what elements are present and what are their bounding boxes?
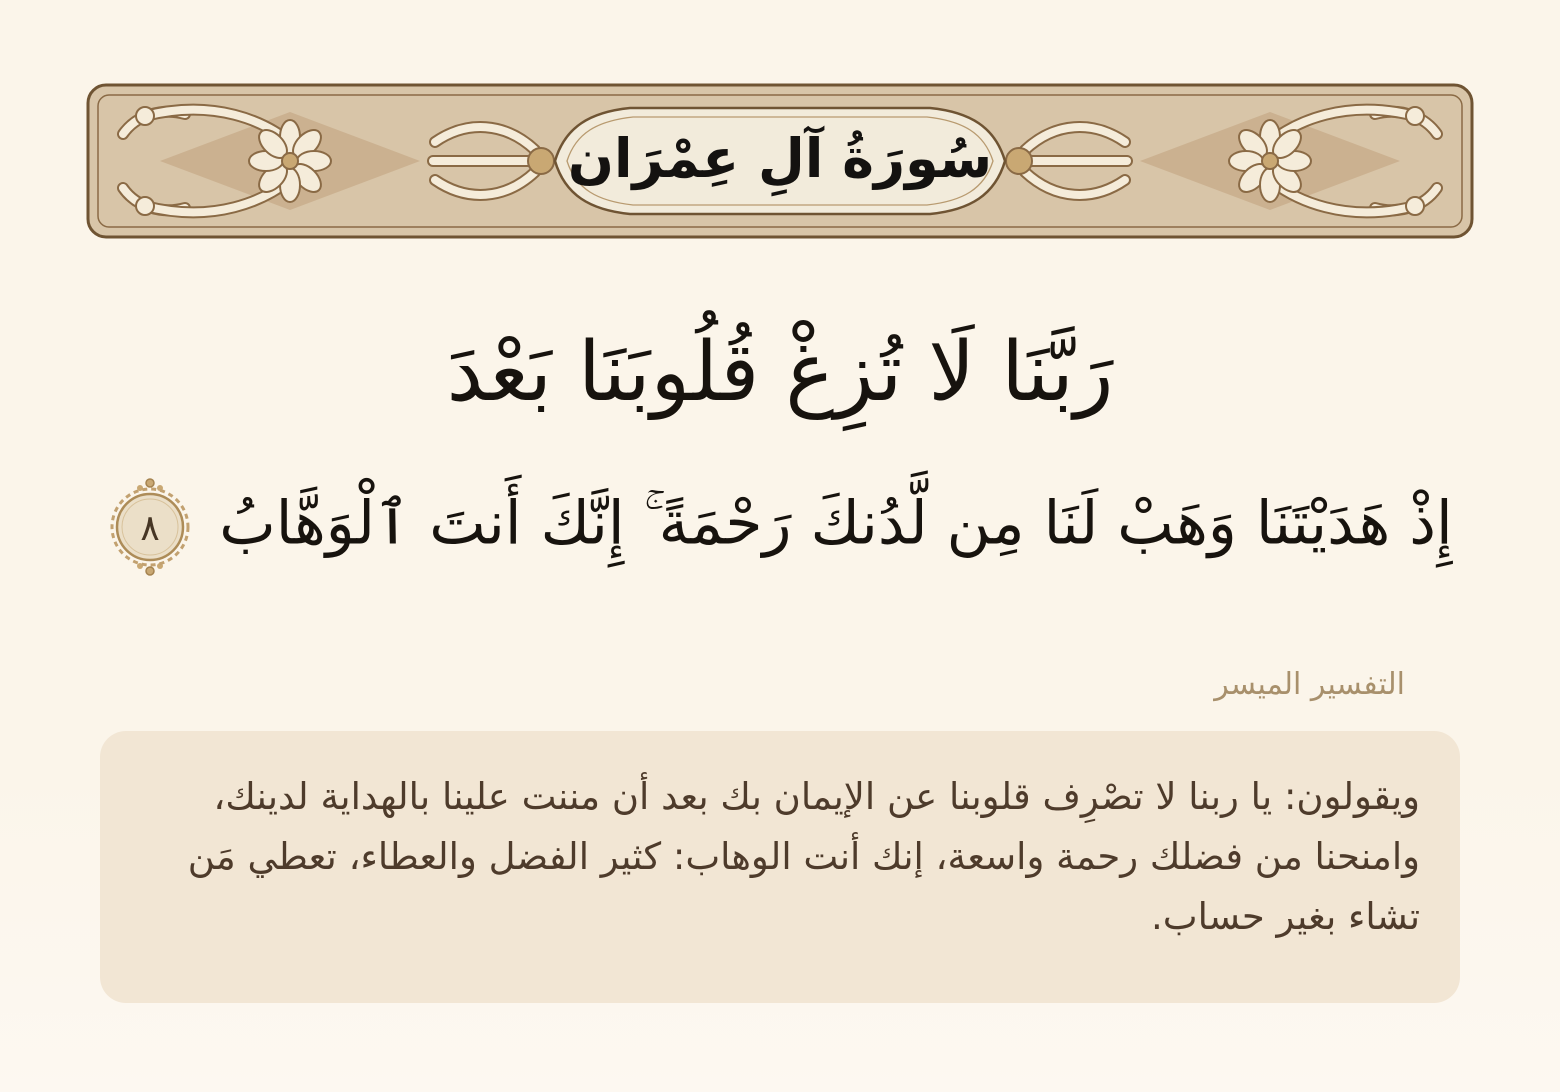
verse-line-2-text: إِذْ هَدَيْتَنَا وَهَبْ لَنَا مِن لَّدُنكَ رَحْمَةً ۚ إِنَّكَ أَنتَ ٱلْوَهَّابُ (219, 488, 1453, 559)
tafsir-box (100, 731, 1460, 1003)
verse (0, 320, 1560, 579)
verse-line-2 (0, 475, 1560, 579)
ayah-end-medallion (107, 475, 193, 579)
surah-title: سُورَةُ آلِ عِمْرَان (567, 126, 993, 190)
verse-line-1: رَبَّنَا لَا تُزِغْ قُلُوبَنَا بَعْدَ (446, 325, 1114, 420)
tafsir-text: ويقولون: يا ربنا لا تصْرِف قلوبنا عن الإيمان بك بعد أن مننت علينا بالهداية لدينك، وامنحنا من فضلك رحمة واسعة، إنك أنت الوهاب: كثير الفضل والعطاء، تعطي مَن تشاء بغير حساب. (187, 775, 1420, 938)
tafsir-source-label: التفسير الميسر (1214, 666, 1405, 702)
banner-rosette (249, 120, 331, 202)
ayah-number: ٨ (140, 507, 160, 549)
surah-banner (85, 82, 1475, 240)
